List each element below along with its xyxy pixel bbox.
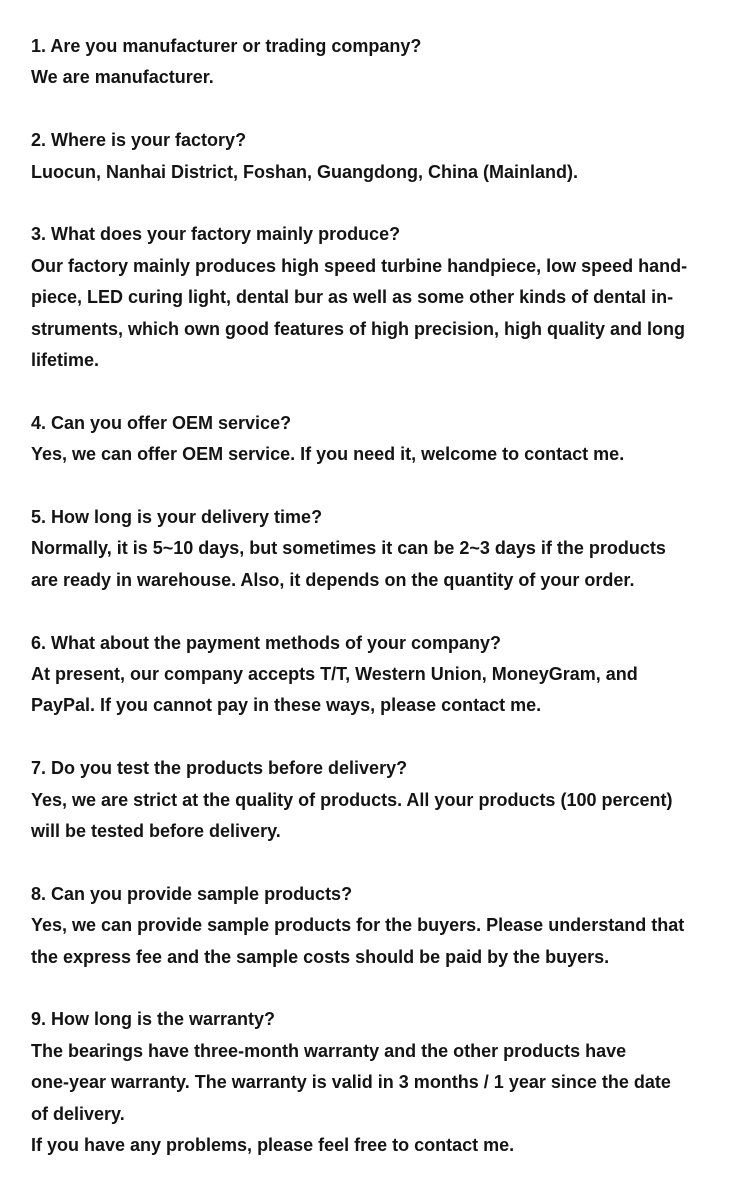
faq-item-9: [31, 1004, 736, 1161]
faq-question: 6. What about the payment methods of your company?: [31, 632, 502, 653]
faq-answer-line: Yes, we can provide sample products for the buyers. Please understand that: [31, 915, 685, 936]
faq-answer-line: We are manufacturer.: [31, 67, 214, 88]
faq-question: 7. Do you test the products before delivery?: [31, 758, 408, 779]
faq-item-1: [31, 31, 736, 94]
faq-item-6: [31, 628, 736, 722]
faq-answer-line: PayPal. If you cannot pay in these ways, please contact me.: [31, 695, 542, 716]
faq-answer-line: are ready in warehouse. Also, it depends on the quantity of your order.: [31, 569, 635, 590]
faq-question: 3. What does your factory mainly produce?: [31, 224, 401, 245]
faq-item-3: [31, 219, 736, 376]
faq-answer-line: If you have any problems, please feel free to contact me.: [31, 1135, 515, 1156]
faq-answer-line: At present, our company accepts T/T, Western Union, MoneyGram, and: [31, 664, 638, 685]
faq-item-7: [31, 753, 736, 847]
faq-question: 1. Are you manufacturer or trading company?: [31, 36, 422, 56]
faq-list: [31, 31, 736, 1162]
faq-question: 9. How long is the warranty?: [31, 1009, 276, 1030]
faq-answer-line: will be tested before delivery.: [31, 821, 281, 842]
faq-answer-line: one-year warranty. The warranty is valid in 3 months / 1 year since the date: [31, 1072, 671, 1093]
faq-answer-line: Yes, we are strict at the quality of products. All your products (100 percent): [31, 789, 673, 810]
faq-answer-line: struments, which own good features of high precision, high quality and long: [31, 318, 686, 339]
faq-question: 5. How long is your delivery time?: [31, 507, 323, 528]
faq-item-4: [31, 408, 736, 471]
faq-question: 8. Can you provide sample products?: [31, 883, 353, 904]
faq-answer-line: lifetime.: [31, 350, 100, 371]
faq-question: 2. Where is your factory?: [31, 130, 247, 151]
faq-answer-line: Normally, it is 5~10 days, but sometimes it can be 2~3 days if the products: [31, 538, 666, 559]
faq-answer-line: Our factory mainly produces high speed turbine handpiece, low speed hand-: [31, 255, 688, 276]
faq-answer-line: Yes, we can offer OEM service. If you need it, welcome to contact me.: [31, 444, 625, 465]
faq-answer-line: the express fee and the sample costs should be paid by the buyers.: [31, 946, 610, 967]
faq-answer-line: Luocun, Nanhai District, Foshan, Guangdong, China (Mainland).: [31, 161, 578, 182]
faq-item-2: [31, 125, 736, 188]
faq-item-5: [31, 502, 736, 596]
faq-answer-line: piece, LED curing light, dental bur as well as some other kinds of dental in-: [31, 287, 674, 308]
faq-answer-line: of delivery.: [31, 1103, 125, 1124]
faq-question: 4. Can you offer OEM service?: [31, 412, 292, 433]
faq-item-8: [31, 879, 736, 973]
faq-answer-line: The bearings have three-month warranty and the other products have: [31, 1040, 627, 1061]
